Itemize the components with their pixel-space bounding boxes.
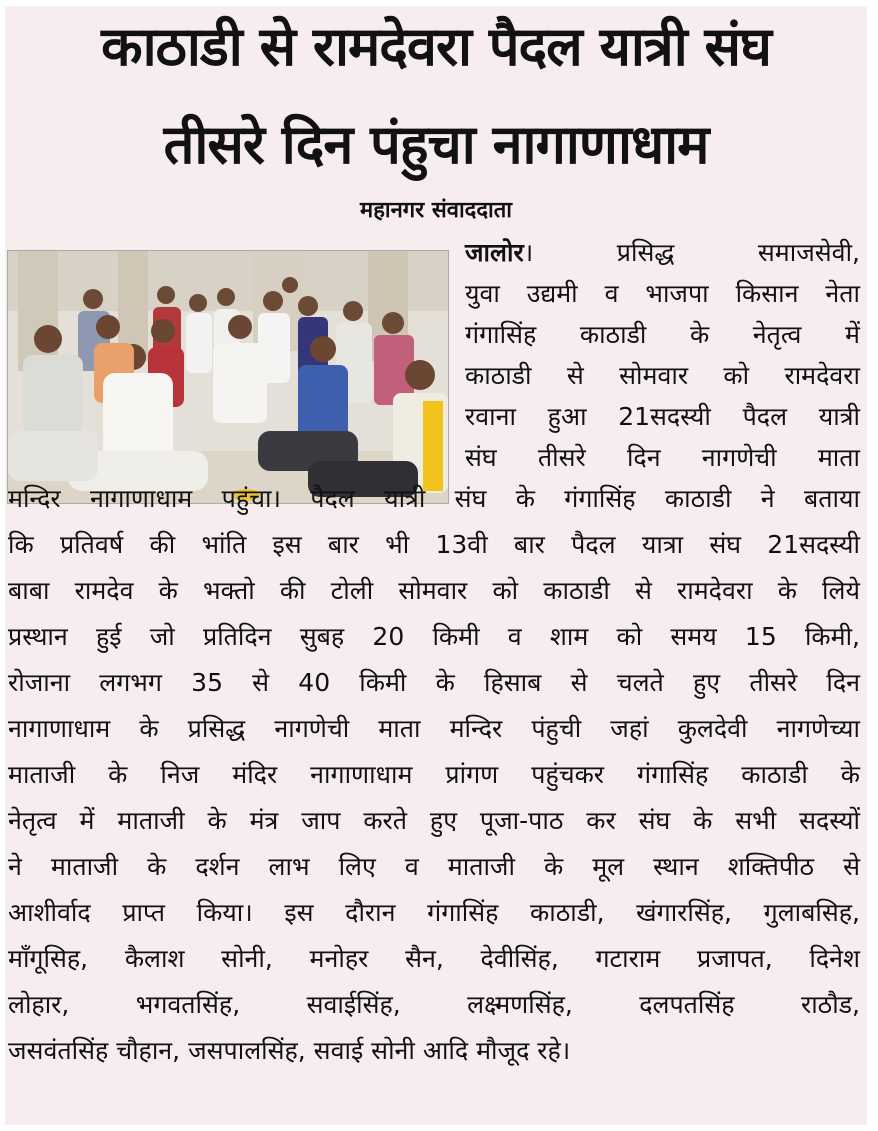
article-line-18: लोहार, भगवतसिंह, सवाईसिंह, लक्ष्मणसिंह, दलपतसिंह राठौड, bbox=[8, 990, 860, 1019]
article-line-9: बाबा रामदेव के भक्तो की टोली सोमवार को काठाडी से रामदेवरा के लिये bbox=[8, 576, 860, 605]
article-line-4: काठाडी से सोमवार को रामदेवरा bbox=[465, 361, 860, 390]
article-line-17: माँगूसिह, कैलाश सोनी, मनोहर सैन, देवीसिंह, गटाराम प्रजापत, दिनेश bbox=[8, 944, 860, 973]
headline-line-2: तीसरे दिन पंहुचा नागाणाधाम bbox=[163, 113, 709, 176]
article-line-14: नेतृत्व में माताजी के मंत्र जाप करते हुए पूजा-पाठ कर संघ के सभी सदस्यों bbox=[8, 806, 860, 835]
article-line-12: नागाणाधाम के प्रसिद्ध नागणेची माता मन्दिर पंहुची जहां कुलदेवी नागणेच्या bbox=[8, 714, 860, 743]
article-line-13: माताजी के निज मंदिर नागाणाधाम प्रांगण पहुंचकर गंगासिंह काठाडी के bbox=[8, 760, 860, 789]
article-line-8: कि प्रतिवर्ष की भांति इस बार भी 13वी बार पैदल यात्रा संघ 21सदस्यी bbox=[8, 530, 860, 559]
article-line-19: जसवंतसिंह चौहान, जसपालसिंह, सवाई सोनी आदि मौजूद रहे। bbox=[8, 1036, 571, 1065]
article-line-7: मन्दिर नागाणाधाम पहुंचा। पैदल यात्री संघ के गंगासिंह काठाडी ने बताया bbox=[8, 484, 860, 513]
article-line-1-text: । प्रसिद्ध समाजसेवी, bbox=[523, 238, 860, 267]
article-photo bbox=[7, 250, 449, 504]
byline: महानगर संवाददाता bbox=[360, 198, 512, 223]
article-line-16: आशीर्वाद प्राप्त किया। इस दौरान गंगासिंह काठाडी, खंगारसिंह, गुलाबसिह, bbox=[8, 898, 860, 927]
article-line-6: संघ तीसरे दिन नागणेची माता bbox=[465, 443, 860, 472]
newspaper-clipping bbox=[5, 6, 867, 1125]
article-line-3: गंगासिंह काठाडी के नेतृत्व में bbox=[465, 320, 860, 349]
article-line-5: रवाना हुआ 21सदस्यी पैदल यात्री bbox=[465, 402, 860, 431]
headline-line-1: काठाडी से रामदेवरा पैदल यात्री संघ bbox=[101, 15, 771, 78]
article-line-10: प्रस्थान हुई जो प्रतिदिन सुबह 20 किमी व शाम को समय 15 किमी, bbox=[8, 622, 860, 651]
dateline: जालोर bbox=[465, 238, 524, 267]
article-line-2: युवा उद्यमी व भाजपा किसान नेता bbox=[465, 279, 860, 308]
article-line-15: ने माताजी के दर्शन लाभ लिए व माताजी के मूल स्थान शक्तिपीठ से bbox=[8, 852, 860, 881]
article-line-11: रोजाना लगभग 35 से 40 किमी के हिसाब से चलते हुए तीसरे दिन bbox=[8, 668, 860, 697]
article-line-1 bbox=[465, 235, 860, 271]
group-photo-illustration bbox=[8, 251, 448, 503]
